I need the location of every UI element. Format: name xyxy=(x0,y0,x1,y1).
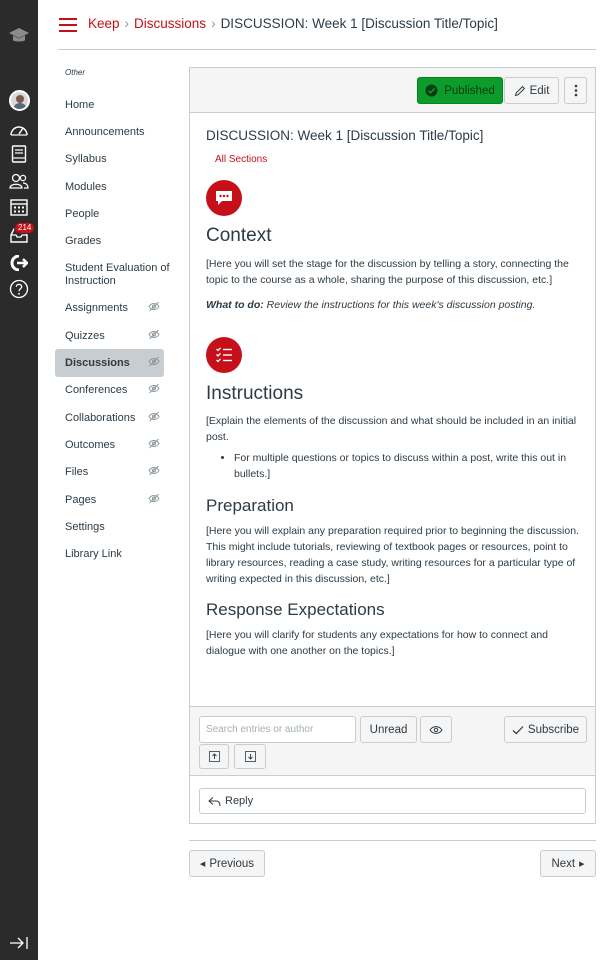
sidebar-item-conferences[interactable] xyxy=(55,377,180,404)
what-to-do-text xyxy=(206,297,582,313)
course-nav-heading: Other xyxy=(65,68,86,77)
course-nav xyxy=(55,60,180,568)
hidden-from-students-icon xyxy=(148,329,160,342)
published-button[interactable] xyxy=(417,77,503,104)
reply-button[interactable] xyxy=(199,788,586,814)
checkmark-icon xyxy=(512,725,524,735)
sidebar-item-settings[interactable] xyxy=(55,513,180,540)
sidebar-item-collaborations[interactable] xyxy=(55,404,180,431)
expand-arrow-icon xyxy=(245,751,256,762)
sidebar-item-label: Pages xyxy=(65,493,97,506)
previous-button[interactable] xyxy=(189,850,265,877)
page-header xyxy=(38,0,613,50)
header-divider xyxy=(58,49,596,50)
breadcrumb-separator: › xyxy=(211,16,216,31)
sidebar-item-discussions[interactable] xyxy=(55,349,164,376)
sidebar-item-label: Files xyxy=(65,466,89,479)
sidebar-item-label: Home xyxy=(65,98,95,111)
hidden-from-students-icon xyxy=(148,302,160,315)
chat-bubble-icon xyxy=(206,180,242,216)
context-heading: Context xyxy=(206,225,272,246)
hidden-from-students-icon xyxy=(148,411,160,424)
dashboard-hat-logo-icon[interactable] xyxy=(0,24,38,48)
sidebar-item-label: People xyxy=(65,207,100,220)
eye-icon xyxy=(429,725,443,735)
sidebar-item-outcomes[interactable] xyxy=(55,431,180,458)
sidebar-item-label: Discussions xyxy=(65,357,130,370)
help-icon[interactable] xyxy=(0,278,38,300)
hidden-from-students-icon xyxy=(148,384,160,397)
discussion-toolbar xyxy=(190,68,595,113)
what-to-do-label: What to do: xyxy=(206,299,264,311)
collapse-arrow-icon xyxy=(209,751,220,762)
instructions-heading: Instructions xyxy=(206,383,304,404)
sidebar-item-modules[interactable] xyxy=(55,173,180,200)
sidebar-item-home[interactable] xyxy=(55,91,180,118)
expand-replies-button[interactable] xyxy=(234,744,266,769)
context-text: [Here you will set the stage for the discussion by telling a story, connecting the topic to the course as a whole, sharing the purpose of this discussion, etc.] xyxy=(206,258,569,286)
course-menu-toggle[interactable] xyxy=(59,18,77,32)
checklist-icon xyxy=(206,337,242,373)
hidden-from-students-icon xyxy=(148,438,160,451)
subscribe-button[interactable] xyxy=(504,716,587,743)
caret-left-icon: ◀ xyxy=(199,860,206,868)
toggle-read-button[interactable] xyxy=(420,716,452,743)
previous-label: Previous xyxy=(209,857,255,870)
entries-toolbar xyxy=(190,706,595,776)
response-expectations-heading: Response Expectations xyxy=(206,600,385,619)
calendar-icon[interactable] xyxy=(0,196,38,218)
dashboard-icon[interactable] xyxy=(0,118,38,140)
sidebar-item-label: Collaborations xyxy=(65,411,136,424)
discussion-content xyxy=(206,128,582,659)
courses-icon[interactable] xyxy=(0,143,38,165)
more-options-button[interactable] xyxy=(564,77,587,104)
unread-filter-button[interactable] xyxy=(360,716,417,743)
list-item: • For multiple questions or topics to discuss within a post, write this out in bullets.] xyxy=(234,450,582,482)
breadcrumb-separator: › xyxy=(124,16,130,31)
published-check-icon xyxy=(425,84,438,97)
sidebar-item-library-link[interactable] xyxy=(55,540,180,567)
user-avatar[interactable] xyxy=(0,88,38,112)
sections-link[interactable]: All Sections xyxy=(215,154,268,165)
edit-button[interactable] xyxy=(504,77,559,104)
collapse-replies-button[interactable] xyxy=(199,744,229,769)
sidebar-item-files[interactable] xyxy=(55,459,180,486)
sidebar-item-label: Syllabus xyxy=(65,153,107,166)
preparation-text: [Here you will explain any preparation required prior to beginning the discussion. This might include tutorials, reviewing of textbook pages or resources, point to library resources, reading a case study, writing resources for a particular type of writing expected in this discussion, etc.] xyxy=(206,525,579,585)
kebab-menu-icon xyxy=(574,84,578,97)
sidebar-item-label: Conferences xyxy=(65,384,128,397)
sidebar-item-label: Announcements xyxy=(65,125,145,138)
sidebar-item-label: Grades xyxy=(65,235,102,248)
sidebar-item-quizzes[interactable] xyxy=(55,322,180,349)
discussion-panel xyxy=(189,67,596,824)
unread-label: Unread xyxy=(369,723,408,736)
footer-divider xyxy=(189,840,596,841)
published-label: Published xyxy=(444,84,495,97)
what-to-do-body: Review the instructions for this week's discussion posting. xyxy=(263,299,536,311)
response-expectations-text: [Here you will clarify for students any expectations for how to connect and dialogue with one another on the topics.] xyxy=(206,629,549,657)
breadcrumb xyxy=(88,16,498,31)
hidden-from-students-icon xyxy=(148,466,160,479)
commons-icon[interactable] xyxy=(0,252,38,274)
sidebar-item-label: Quizzes xyxy=(65,329,105,342)
sidebar-item-announcements[interactable] xyxy=(55,118,180,145)
hidden-from-students-icon xyxy=(148,357,160,370)
sidebar-item-label: Modules xyxy=(65,180,107,193)
instructions-text: [Explain the elements of the discussion and what should be included in an initial post. xyxy=(206,415,577,443)
sidebar-item-assignments[interactable] xyxy=(55,295,180,322)
collapse-nav-icon[interactable] xyxy=(0,932,38,954)
sidebar-item-label: Settings xyxy=(65,520,105,533)
global-nav xyxy=(0,0,38,960)
discussion-title: DISCUSSION: Week 1 [Discussion Title/Topic] xyxy=(206,128,484,143)
hidden-from-students-icon xyxy=(148,493,160,506)
breadcrumb-course[interactable]: Keep xyxy=(88,16,120,31)
instructions-list xyxy=(206,450,582,482)
edit-label: Edit xyxy=(529,84,550,97)
sidebar-item-label: Library Link xyxy=(65,548,122,561)
reply-arrow-icon xyxy=(208,796,221,807)
sidebar-item-syllabus[interactable] xyxy=(55,146,180,173)
sidebar-item-label: Outcomes xyxy=(65,438,116,451)
sidebar-item-label: Student Evaluation of Instruction xyxy=(65,261,170,287)
preparation-heading: Preparation xyxy=(206,496,294,515)
sidebar-item-pages[interactable] xyxy=(55,486,180,513)
sidebar-item-student-evaluation-of-instruction[interactable] xyxy=(55,255,180,295)
pencil-icon xyxy=(514,85,526,97)
next-label: Next xyxy=(551,857,576,870)
caret-right-icon: ▶ xyxy=(579,860,585,868)
groups-icon[interactable] xyxy=(0,170,38,192)
reply-label: Reply xyxy=(225,795,254,807)
sidebar-item-label: Assignments xyxy=(65,302,128,315)
search-entries-input[interactable] xyxy=(199,716,356,743)
sidebar-item-grades[interactable] xyxy=(55,227,180,254)
subscribe-label: Subscribe xyxy=(527,723,580,736)
breadcrumb-discussions[interactable]: Discussions xyxy=(134,16,207,31)
inbox-unread-badge: 214 xyxy=(14,222,35,234)
next-button[interactable] xyxy=(540,850,596,877)
breadcrumb-current: DISCUSSION: Week 1 [Discussion Title/Topic] xyxy=(220,16,498,31)
sidebar-item-people[interactable] xyxy=(55,200,180,227)
